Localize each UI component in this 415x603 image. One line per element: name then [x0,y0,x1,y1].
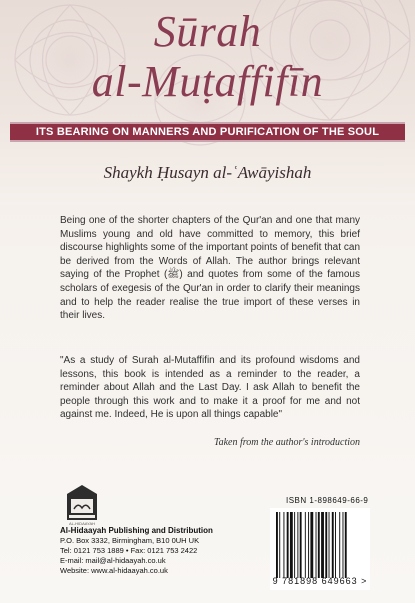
barcode-bar [325,512,327,578]
publisher-address: P.O. Box 3332, Birmingham, B10 0UH UK [60,536,200,545]
barcode-bar [287,512,289,578]
publisher-name: Al-Hidaayah Publishing and Distribution [60,526,213,535]
cover-header [0,0,415,205]
barcode-bar [300,512,302,578]
barcode-bar [335,512,336,578]
publisher-info [60,526,290,576]
barcode-bar [345,512,347,578]
subtitle-text: ITS BEARING ON MANNERS AND PURIFICATION OF THE SOUL [35,126,380,138]
barcode-bar [321,512,324,578]
barcode-bar [308,512,309,578]
book-title-line2: al-Muṭaffifīn [91,57,324,106]
publisher-website: Website: www.al-hidaayah.co.uk [60,566,168,575]
barcode-bar [283,512,284,578]
subtitle-banner [10,122,405,142]
isbn-label: ISBN 1-898649-66-9 [286,496,369,505]
barcode-bar [276,512,278,578]
barcode-bar [310,512,313,578]
barcode-number: 9 781898 649663 > [272,576,368,586]
barcode-bar [339,512,340,578]
barcode-bar [294,512,295,578]
barcode-bar [297,512,298,578]
barcode-bar [332,512,334,578]
barcode-bar [305,512,306,578]
publisher-email: E-mail: mail@al-hidaayah.co.uk [60,556,166,565]
author-name: Shaykh Ḥusayn al-ʿAwāyishah [103,163,312,182]
barcode-bar [316,512,317,578]
barcode-bar [279,512,280,578]
barcode-bar [329,512,330,578]
publisher-logo-icon [64,484,100,522]
book-description: Being one of the shorter chapters of the Qur'an and one that many Muslims young and old have committed to memory, this brief discourse highlights some of the important points of benefit that can be derived from the Words of Allah. The author brings relevant saying of the Prophet (ﷺ) and quotes from some of the famous scholars of exegesis of the Qur'an in order to clarify their meanings and to help the reader realise the true import of these verses in their lives. [60,215,360,322]
author-quote: "As a study of Surah al-Mutaffifin and its profound wisdoms and lessons, this book is intended as a reminder to the reader, a reminder about Allah and the Last Day. I ask Allah to benefit the people through this work and to make it a proof for me and not against me. Indeed, He is upon all things capable" [60,355,360,421]
barcode-bar [318,512,320,578]
barcode-bar [290,512,293,578]
publisher-phone: Tel: 0121 753 1889 • Fax: 0121 753 2422 [60,546,198,555]
quote-source: Taken from the author's introduction [213,437,360,448]
barcode-bar [343,512,344,578]
logo-caption: AL-HIDAAYAH [68,521,96,526]
book-title-line1: Sūrah [153,7,262,56]
